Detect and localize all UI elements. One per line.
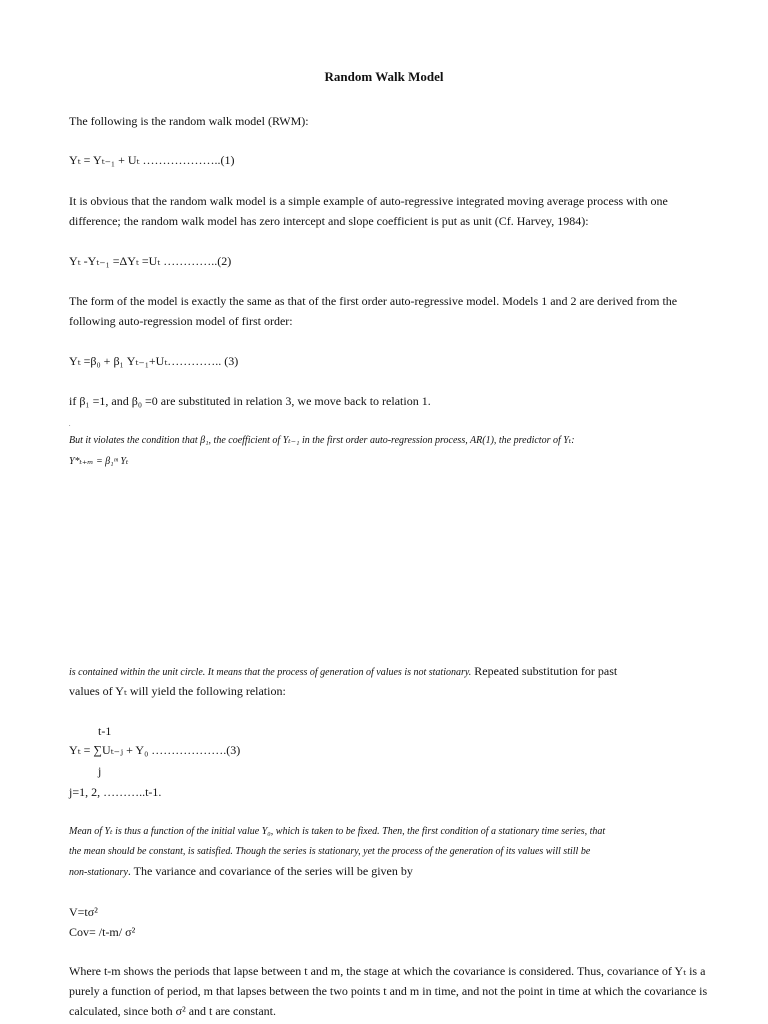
equation-1: Yₜ = Yₜ₋₁ + Uₜ ………………..(1) xyxy=(69,153,235,167)
paragraph-2-line-2: following auto-regression model of first order: xyxy=(69,314,293,328)
equation-2: Yₜ -Yₜ₋₁ =ΔYₜ =Uₜ …………..(2) xyxy=(69,254,232,268)
substitution-text: if β₁ =1, and β₀ =0 are substituted in relation 3, we move back to relation 1. xyxy=(69,394,431,408)
j-range: j=1, 2, ………..t-1. xyxy=(69,785,162,799)
italic-condition-text: But it violates the condition that β₁, the coefficient of Yₜ₋₁ in the first order auto-regression process, AR(1), the predictor of Yₜ: xyxy=(69,435,575,446)
unit-circle-text xyxy=(69,664,617,680)
equation-3: Yₜ =β₀ + β₁ Yₜ₋₁+Uₜ………….. (3) xyxy=(69,354,239,368)
paragraph-1-line-2: difference; the random walk model has zero intercept and slope coefficient is put as unit (Cf. Harvey, 1984): xyxy=(69,214,589,228)
covariance-equation: Cov= /t-m/ σ² xyxy=(69,925,136,939)
final-text-line-2: purely a function of period, m that lapses between the two points t and m in time, and not the point in time at which the covariance is xyxy=(69,984,708,998)
predictor-equation: Y*ₜ₊ₘ = β₁ᵐ Yₜ xyxy=(69,456,129,467)
non-stationary-italic: non-stationary xyxy=(69,867,128,878)
sum-lower-limit: j xyxy=(98,764,102,778)
unit-circle-italic: is contained within the unit circle. It means that the process of generation of values is not stationary. xyxy=(69,667,472,678)
sum-equation: Yₜ = ∑Uₜ₋ⱼ + Y₀ ……………….(3) xyxy=(69,743,241,757)
mean-text-line-2: the mean should be constant, is satisfied. Though the series is stationary, yet the process of the generation of its values will still be xyxy=(69,846,591,857)
variance-equation: V=tσ² xyxy=(69,905,98,919)
page-title: Random Walk Model xyxy=(324,69,444,84)
mean-text-line-3 xyxy=(69,864,413,880)
final-text-line-3: calculated, since both σ² and t are constant. xyxy=(69,1004,276,1018)
values-text: values of Yₜ will yield the following relation: xyxy=(69,684,286,698)
variance-intro: . The variance and covariance of the series will be given by xyxy=(127,864,413,878)
paragraph-2-line-1: The form of the model is exactly the same as that of the first order auto-regressive model. Models 1 and 2 are derived from the xyxy=(69,294,678,308)
sum-upper-limit: t-1 xyxy=(98,724,112,738)
stray-dot: . xyxy=(69,422,71,428)
unit-circle-normal: Repeated substitution for past xyxy=(471,664,618,678)
intro-text: The following is the random walk model (RWM): xyxy=(69,114,309,128)
mean-text-line-1: Mean of Yₜ is thus a function of the initial value Y₀, which is taken to be fixed. Then, the first condition of a stationary time series, that xyxy=(69,826,606,837)
final-text-line-1: Where t-m shows the periods that lapse between t and m, the stage at which the covariance is considered. Thus, covariance of Yₜ is a xyxy=(69,964,706,978)
paragraph-1-line-1: It is obvious that the random walk model is a simple example of auto-regressive integrated moving average process with one xyxy=(69,194,668,208)
